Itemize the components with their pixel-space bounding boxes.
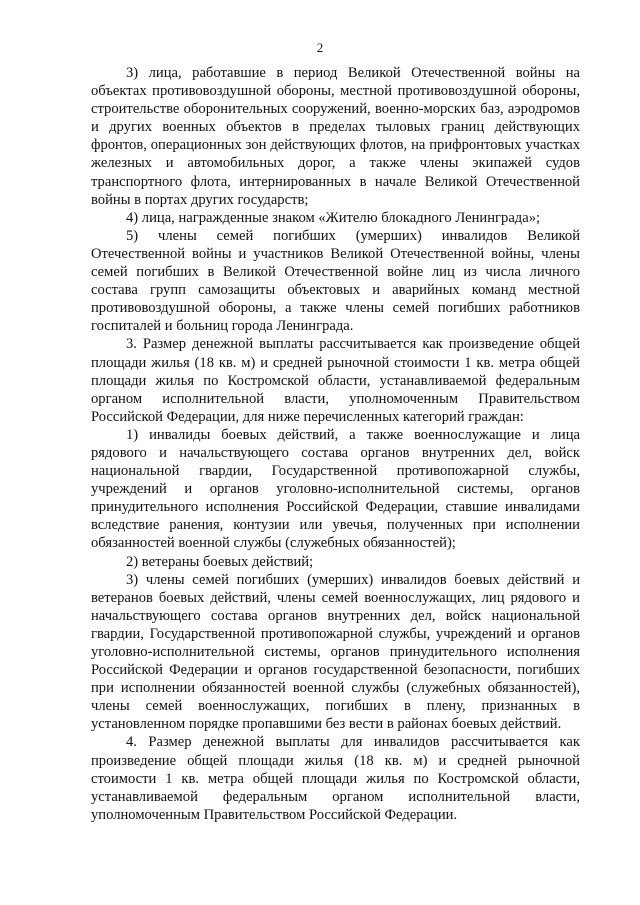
paragraph-clause-3-payment-size: 3. Размер денежной выплаты рассчитывается как произведение общей площади жилья (18 кв. м) и средней рыночной стоимости 1 кв. метра общей площади жилья по Костромской области, устанавливаемой федеральным органом исполнительной власти, уполномоченным Правительством Российской Федерации, для ниже перечисленных категорий граждан: (91, 336, 580, 425)
paragraph-clause-4-invalid-payment: 4. Размер денежной выплаты для инвалидов рассчитывается как произведение общей площади жилья (18 кв. м) и средней рыночной стоимости 1 кв. метра общей площади жилья по Костромской области, устанавливаемой федеральным органом исполнительной власти, уполномоченным Правительством Российской Федерации. (91, 734, 580, 823)
paragraph-item-1-combat-invalids: 1) инвалиды боевых действий, а также военнослужащие и лица рядового и начальствующего состава органов внутренних дел, войск национальной гвардии, Государственной противопожарной службы, учреждений и органов уголовно-исполнительной системы, органов принудительного исполнения Российской Федерации, ставшие инвалидами вследствие ранения, контузии или увечья, полученных при исполнении обязанностей военной службы (служебных обязанностей); (91, 426, 580, 552)
paragraph-item-4-leningrad-badge: 4) лица, награжденные знаком «Жителю блокадного Ленинграда»; (126, 209, 541, 226)
paragraph-item-2-combat-veterans: 2) ветераны боевых действий; (126, 553, 314, 570)
paragraph-item-3-family-of-fallen: 3) члены семей погибших (умерших) инвалидов боевых действий и ветеранов боевых действий, члены семей военнослужащих, лиц рядового и начальствующего состава органов внутренних дел, войск национальной гвардии, Государственной противопожарной службы, учреждений и органов уголовно-исполнительной системы, органов принудительного исполнения Российской Федерации и органов государственной безопасности, погибших при исполнении обязанностей военной службы (служебных обязанностей), члены семей военнослужащих, погибших в плену, признанных в установленном порядке пропавшими без вести в районах боевых действий. (91, 571, 580, 733)
page-number: 2 (316, 40, 324, 55)
paragraph-item-3-wartime-workers: 3) лица, работавшие в период Великой Отечественной войны на объектах противовоздушной обороны, местной противовоздушной обороны, строительстве оборонительных сооружений, военно-морских баз, аэродромов и других военных объектов в пределах тыловых границ действующих фронтов, операционных зон действующих флотов, на прифронтовых участках железных и автомобильных дорог, а также члены экипажей судов транспортного флота, интернированных в начале Великой Отечественной войны в портах других государств; (91, 65, 580, 208)
document-body (91, 64, 580, 824)
paragraph-item-5-family-members: 5) члены семей погибших (умерших) инвалидов Великой Отечественной войны и участников Великой Отечественной войны, члены семей погибших в Великой Отечественной войне лиц из числа личного состава групп самозащиты объектовых и аварийных команд местной противовоздушной обороны, а также члены семей погибших работников госпиталей и больниц города Ленинграда. (91, 227, 580, 335)
